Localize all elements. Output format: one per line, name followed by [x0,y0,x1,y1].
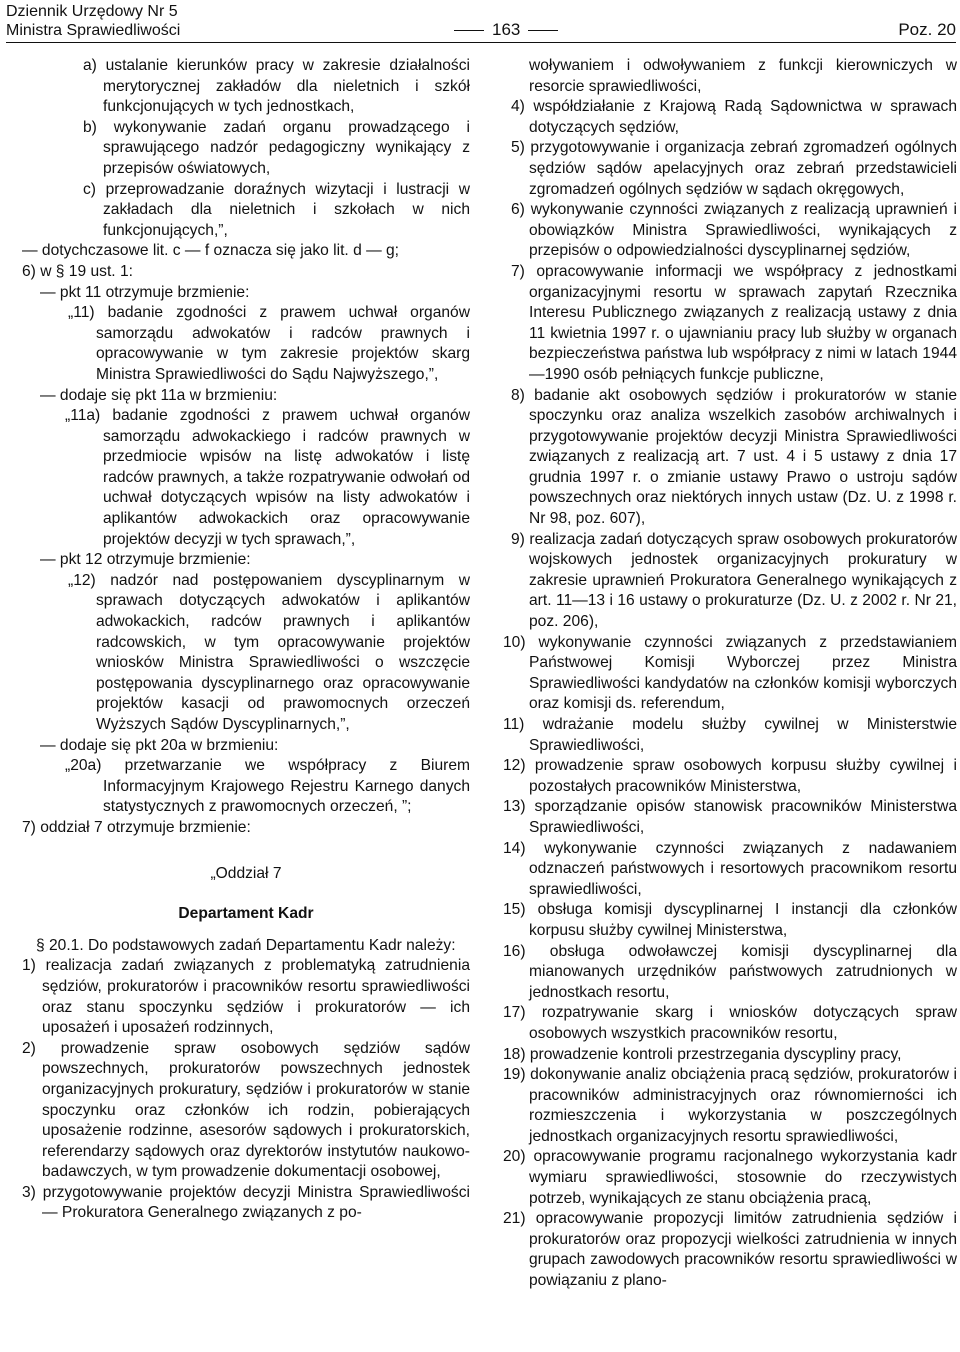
page-number: 163 [492,20,521,39]
pkt-11a-text: „11a) badanie zgodności z prawem uchwał organów samorządu adwokackiego i radców prawnych w przedmiocie wpisów na listę adwokatów i listę radców prawnych, a także rozpatrywanie odwołań od uchwał dotyczących wpisów na listy adwokatów i aplikantów adwokackich oraz opracowywanie projektów decyzji w tych sprawach,”, [65,407,470,548]
amend-pkt-12: — pkt 12 otrzymuje brzmienie: [40,551,251,569]
task-18: 18) prowadzenie kontroli przestrzegania dyscypliny pracy, [503,1045,902,1063]
pkt-12-text: „12) nadzór nad postępowaniem dyscyplinarnym w sprawach dotyczących adwokatów i aplikantów adwokackich, radców prawnych i aplikantów radcowskich, w tym opracowywanie projektów wniosków Ministra Sprawiedliwości o wszczęcie postępowania dyscyplinarnego oraz opracowywanie projektów kasacji od prawomocnych orzeczeń Wyższych Sądów Dyscyplinarnych,”, [68,571,470,733]
task-20: 20) opracowywanie programu racjonalnego wykorzystania kadr wymiaru sprawiedliwości, stosownie do rzeczywistych potrzeb, wynikających ze stanu obciążenia pracą, [503,1148,957,1207]
task-16: 16) obsługa odwoławczej komisji dyscyplinarnej dla mianowanych urzędników państwowych zatrudnionych w jednostkach resortu, [503,942,957,1001]
task-3: 3) przygotowywanie projektów decyzji Ministra Sprawiedliwości — Prokuratora Generalnego związanych z po- [22,1183,470,1222]
pkt-20a-text: „20a) przetwarzanie we współpracy z Biurem Informacyjnym Krajowego Rejestru Karnego danych statystycznych z prawomocnych orzeczeń, ”; [65,757,470,816]
item-b: b) wykonywanie zadań organu prowadzącego i sprawującego nadzór pedagogiczny wynikający z przepisów oświatowych, [83,118,470,177]
ministry-name: Ministra Sprawiedliwości [6,22,181,39]
right-column [497,56,957,1292]
task-5: 5) przygotowywanie i organizacja zebrań zgromadzeń ogólnych sędziów sądów apelacyjnych oraz zebrań przedstawicieli zgromadzeń ogólnych sędziów w sądach okręgowych, [511,139,957,198]
task-2: 2) prowadzenie spraw osobowych sędziów sądów powszechnych, prokuratorów powszechnych jednostek organizacyjnych prokuratury, sędziów i prokuratorów w stanie spoczynku oraz członków ich rodzin, pobierających uposażenie rodzinne, asesorów sądowych i prokuratorskich, referendarzy sądowych oraz dyrektorów instytutów naukowo-badawczych, w tym prowadzenie dokumentacji osobowej, [22,1039,470,1181]
task-9: 9) realizacja zadań dotyczących spraw osobowych prokuratorów wojskowych jednostek organizacyjnych prokuratury w zakresie uprawnień Prokuratora Generalnego wynikających z art. 11—13 i 16 ustawy o prokuraturze (Dz. U. z 2002 r. Nr 21, poz. 206), [511,530,957,631]
task-1: 1) realizacja zadań związanych z problematyką zatrudnienia sędziów, prokuratorów i pracowników resortu sprawiedliwości oraz stanu spoczynku sędziów i prokuratorów — ich uposażeń i uposażeń rodzinnych, [22,957,470,1037]
section-heading: „Oddział 7 [210,864,282,882]
task-19: 19) dokonywanie analiz obciążenia pracą sędziów, prokuratorów i pracowników administracyjnych oraz równomierności ich rozmieszczenia i wykorzystania w poszczególnych jednostkach organizacyjnych resortu sprawiedliwości, [503,1066,957,1145]
task-14: 14) wykonywanie czynności związanych z nadawaniem odznaczeń państwowych i resortowych pracownikom resortu sprawiedliwości, [503,839,957,898]
header-divider [6,42,956,43]
task-3-cont: woływaniem i odwoływaniem z funkcji kierowniczych w resorcie sprawiedliwości, [529,57,957,95]
task-12: 12) prowadzenie spraw osobowych korpusu służby cywilnej i pozostałych pracowników Ministerstwa, [503,757,957,795]
item-a: a) ustalanie kierunków pracy w zakresie działalności merytorycznej zakładów dla nieletnich i szkół funkcjonujących w tych jednostkach, [83,57,470,116]
amend-pkt-11a: — dodaje się pkt 11a w brzmieniu: [40,386,278,404]
amend-pkt-20a: — dodaje się pkt 20a w brzmieniu: [40,736,279,754]
amend-pkt-11: — pkt 11 otrzymuje brzmienie: [40,283,250,301]
task-7: 7) opracowywanie informacji we współpracy z jednostkami organizacyjnymi resortu w sprawach zapytań Rzecznika Interesu Publicznego związanych z realizacją ustawy z dnia 11 kwietnia 1997 r. o ujawnianiu pracy lub służby w organach bezpieczeństwa państwa lub współpracy z nimi w latach 1944—1990 osób pełniących funkcje publiczne, [511,262,957,383]
journal-name: Dziennik Urzędowy Nr 5 [6,3,178,20]
task-10: 10) wykonywanie czynności związanych z przedstawianiem Państwowej Komisji Wyborczej przez Ministra Sprawiedliwości kandydatów na członków komisji wyborczych oraz komisji ds. referendum, [503,633,957,713]
position-number: Poz. 20 [898,20,956,39]
task-17: 17) rozpatrywanie skarg i wniosków dotyczących spraw osobowych wszystkich pracowników resortu, [503,1004,957,1042]
page-header [6,0,956,42]
task-21: 21) opracowywanie propozycji limitów zatrudnienia sędziów i prokuratorów oraz propozycji wielkości zatrudnienia w innych grupach zawodowych pracowników resortu sprawiedliwości w powiązaniu z plano- [503,1210,957,1290]
journal-title [6,2,180,40]
item-7: 7) oddział 7 otrzymuje brzmienie: [22,818,251,836]
dash-left [454,30,484,31]
task-8: 8) badanie akt osobowych sędziów i prokuratorów w stanie spoczynku oraz analiza wszelkich zasobów archiwalnych i przygotowywanie projektów decyzji Ministra Sprawiedliwości związanych z realizacją art. 7 ust. 4 i 5 ustawy z dnia 17 grudnia 1997 r. o zmianie ustawy Prawo o ustroju sądów powszechnych oraz niektórych innych ustaw (Dz. U. z 1998 r. Nr 98, poz. 607), [511,386,957,528]
task-6: 6) wykonywanie czynności związanych z realizacją uprawnień i obowiązków Ministra Sprawiedliwości, wynikających z przepisów o odpowiedzialności dyscyplinarnej sędziów, [511,201,957,260]
paragraph-20-1: § 20.1. Do podstawowych zadań Departamentu Kadr należy: [36,936,456,954]
task-4: 4) współdziałanie z Krajową Radą Sądownictwa w sprawach dotyczących sędziów, [511,98,957,136]
task-13: 13) sporządzanie opisów stanowisk pracowników Ministerstwa Sprawiedliwości, [503,798,957,836]
left-column [22,56,470,1224]
task-11: 11) wdrażanie modelu służby cywilnej w Ministerstwie Sprawiedliwości, [503,716,957,754]
department-title: Departament Kadr [178,905,314,923]
dash-right [528,30,558,31]
item-c: c) przeprowadzanie doraźnych wizytacji i lustracji w zakładach dla nieletnich i szkołach w nich funkcjonujących,”, [83,180,470,239]
item-6: 6) w § 19 ust. 1: [22,262,133,280]
page-number-block [446,20,566,40]
pkt-11-text: „11) badanie zgodności z prawem uchwał organów samorządu adwokatów i radców prawnych i opracowywanie w tym zakresie projektów skarg Ministra Sprawiedliwości do Sądu Najwyższego,”, [68,304,470,383]
task-15: 15) obsługa komisji dyscyplinarnej I instancji dla członków korpusu służby cywilnej Ministerstwa, [503,901,957,939]
renumber-note: — dotychczasowe lit. c — f oznacza się jako lit. d — g; [22,242,399,260]
